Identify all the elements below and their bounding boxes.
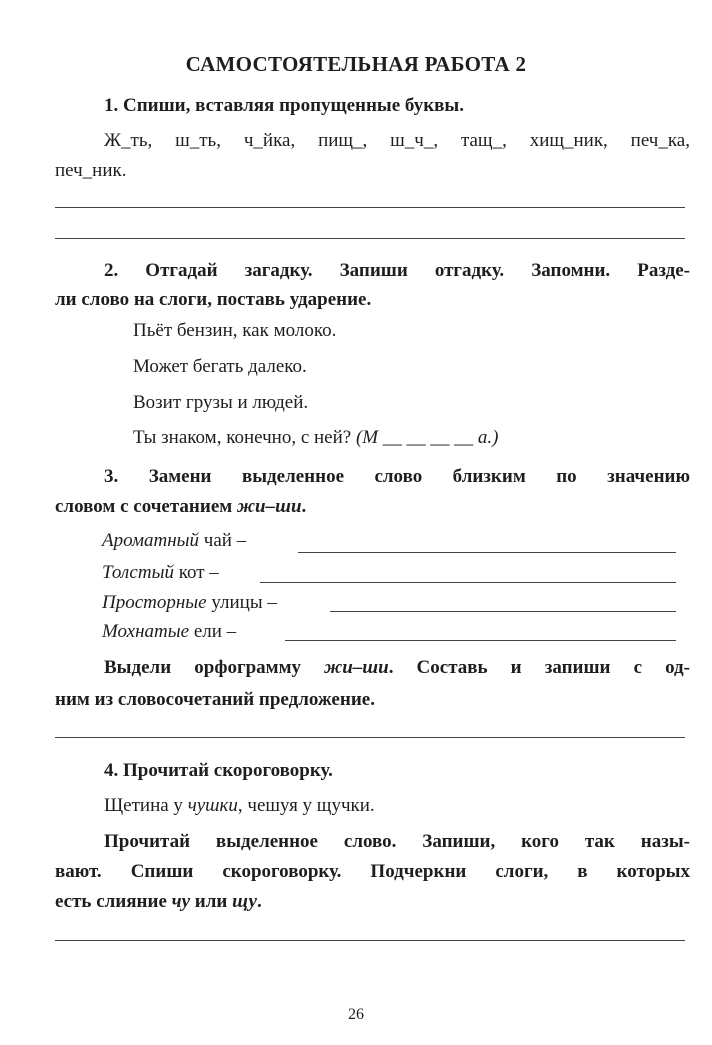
- word-pair-item: [102, 621, 236, 643]
- task1-text-line1: Ж_ть, ш_ть, ч_йка, пищ_, ш_ч_, тащ_, хищ_ник, печ_ка,: [104, 130, 690, 151]
- instruction-text: есть слияние: [55, 891, 172, 912]
- word-pair-item: [102, 530, 246, 552]
- instruction-text: . Составь и запиши с од-: [388, 657, 690, 678]
- answer-line: [55, 940, 685, 941]
- noun-text: чай –: [199, 530, 247, 551]
- answer-line: [55, 737, 685, 738]
- highlighted-word: чушки: [187, 795, 238, 816]
- tongue-twister: [104, 795, 375, 817]
- riddle-line: Пьёт бензин, как молоко.: [133, 320, 337, 341]
- page-number: 26: [348, 1006, 364, 1023]
- riddle-line: Может бегать далеко.: [133, 356, 307, 377]
- riddle-line: [133, 427, 498, 449]
- task3-heading-line2: [55, 496, 306, 518]
- instruction-text: .: [256, 891, 262, 912]
- orthogram-highlight: жи–ши: [236, 496, 302, 517]
- riddle-line: Возит грузы и людей.: [133, 392, 309, 413]
- word-pair-item: [102, 562, 219, 584]
- answer-line: [55, 238, 685, 239]
- riddle-hint: (М __ __ __ __ а.): [355, 427, 499, 448]
- highlighted-word: Просторные: [102, 592, 207, 613]
- highlighted-word: Мохнатые: [102, 621, 190, 642]
- instruction-text: Выдели орфограмму: [104, 657, 325, 678]
- task3-sub-line2: ним из словосочетаний предложение.: [55, 689, 375, 710]
- answer-line: [285, 640, 676, 641]
- task1-text-line2: печ_ник.: [55, 160, 127, 181]
- tongue-text: , чешуя у щучки.: [237, 795, 375, 816]
- task4-sub-line1: Прочитай выделенное слово. Запиши, кого так назы-: [104, 831, 690, 852]
- highlighted-word: Толстый: [102, 562, 174, 583]
- noun-text: ели –: [189, 621, 237, 642]
- answer-line: [298, 552, 676, 553]
- word-pair-item: [102, 592, 277, 614]
- heading-text: словом с сочетанием: [55, 496, 237, 517]
- riddle-question: Ты знаком, конечно, с ней?: [133, 427, 352, 448]
- tongue-text: Щетина у: [104, 795, 188, 816]
- instruction-text: или: [190, 891, 233, 912]
- task1-heading: 1. Спиши, вставляя пропущенные буквы.: [104, 95, 464, 116]
- orthogram-highlight: жи–ши: [324, 657, 389, 678]
- page-title: САМОСТОЯТЕЛЬНАЯ РАБОТА 2: [185, 52, 527, 76]
- answer-line: [260, 582, 676, 583]
- noun-text: кот –: [173, 562, 219, 583]
- heading-text: .: [301, 496, 307, 517]
- noun-text: улицы –: [206, 592, 277, 613]
- task2-heading-line2: ли слово на слоги, поставь ударение.: [55, 289, 372, 310]
- task3-sub-line1: [104, 657, 690, 679]
- syllable-highlight: чу: [171, 891, 191, 912]
- task3-heading-line1: 3. Замени выделенное слово близким по значению: [104, 466, 690, 487]
- highlighted-word: Ароматный: [102, 530, 200, 551]
- answer-line: [330, 611, 676, 612]
- task4-sub-line2: вают. Спиши скороговорку. Подчеркни слоги, в которых: [55, 861, 690, 882]
- answer-line: [55, 207, 685, 208]
- syllable-highlight: щу: [232, 891, 257, 912]
- task4-heading: 4. Прочитай скороговорку.: [104, 760, 333, 781]
- task2-heading-line1: 2. Отгадай загадку. Запиши отгадку. Запомни. Разде-: [104, 260, 690, 281]
- task4-sub-line3: [55, 891, 262, 913]
